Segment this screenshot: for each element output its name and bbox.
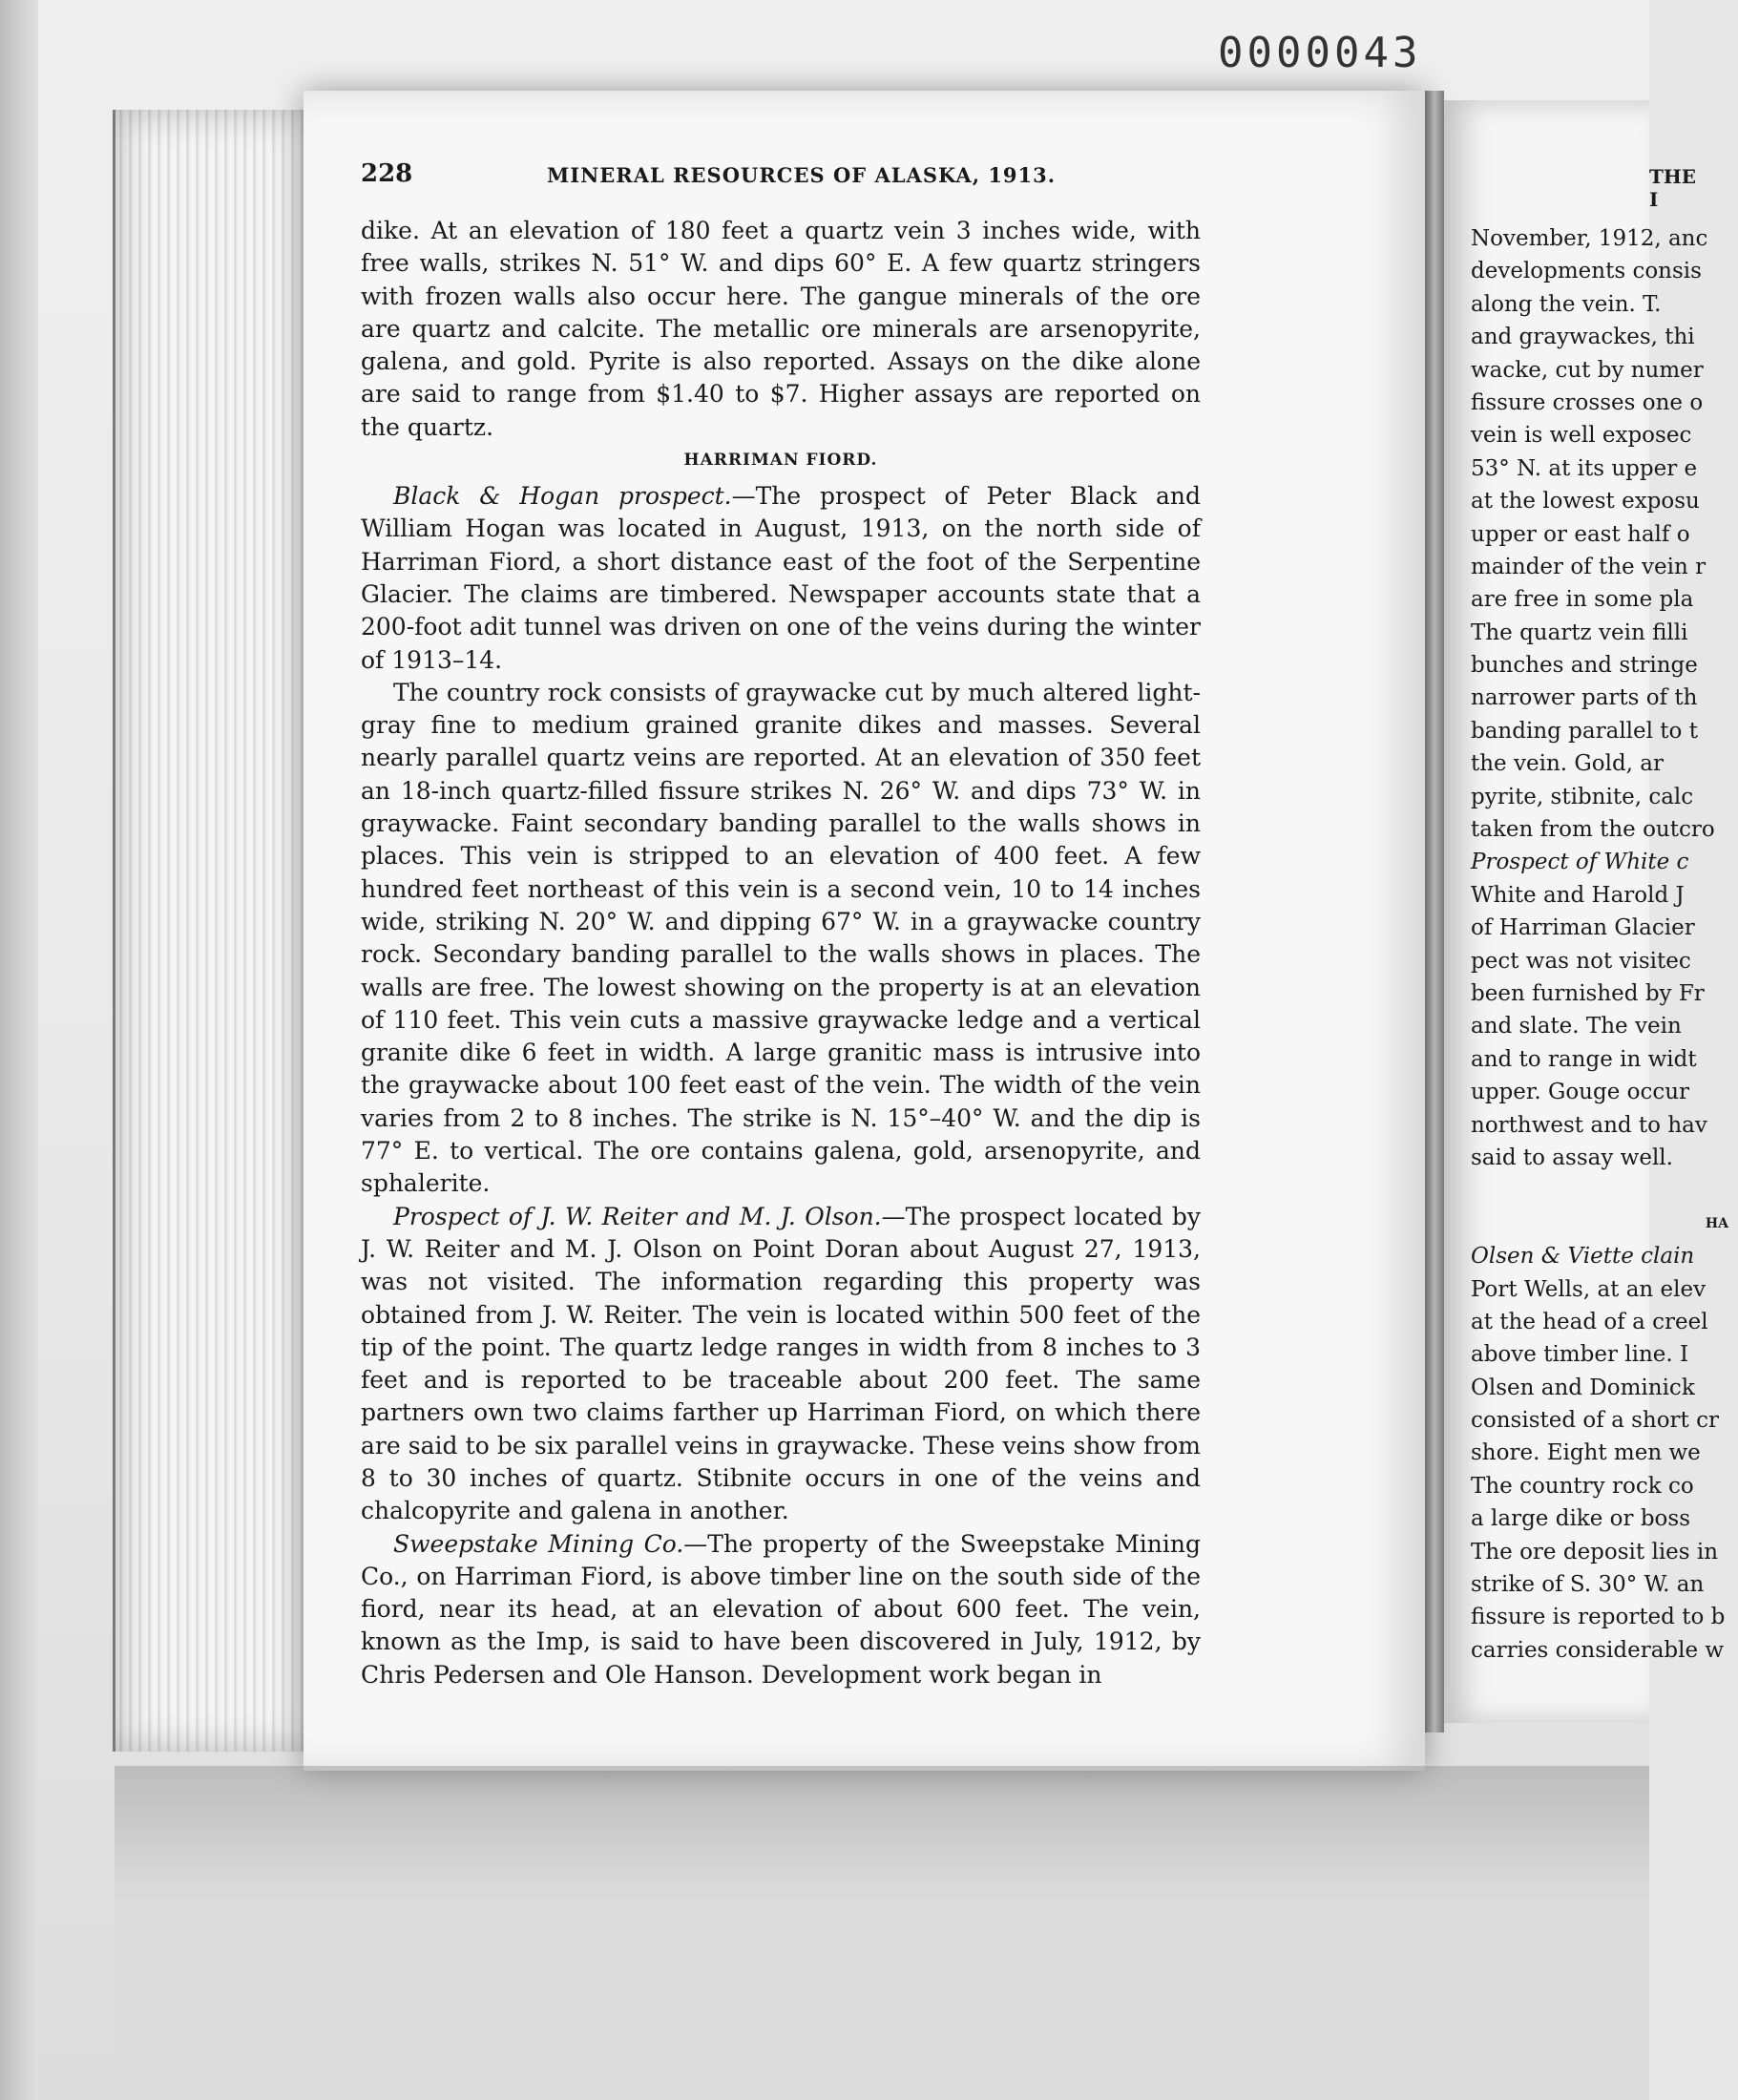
right-page-line: pyrite, stibnite, calc [1471,784,1694,809]
right-page-line: November, 1912, anc [1471,226,1708,251]
right-page-line: 53° N. at its upper e [1471,455,1698,481]
paragraph-text: —The property of the Sweepstake Mining Co., on Harriman Fiord, is above timber line on the south side of the fiord, near its head, at an elevation of about 600 feet. The vein, known as the Imp, is said to have been discovered in July, 1912, by Chris Pedersen and Ole Hanson. Development work began in [361,1529,1201,1689]
right-page-line: pect was not visitec [1471,948,1691,974]
right-page-line: upper. Gouge occur [1471,1080,1690,1105]
right-page-line: said to assay well. [1471,1144,1673,1170]
right-running-head: THE I [1649,165,1697,211]
right-page-line: and to range in widt [1471,1046,1697,1072]
right-page-line: shore. Eight men we [1471,1440,1701,1466]
book-gutter [1425,91,1444,1732]
right-page-line: Olsen & Viette clain [1471,1244,1695,1270]
right-page-line: of Harriman Glacier [1471,915,1695,941]
running-head: MINERAL RESOURCES OF ALASKA, 1913. [547,163,1057,187]
right-page-line: mainder of the vein r [1471,554,1707,579]
right-page-line: at the head of a creel [1471,1309,1708,1334]
paragraph-title: Prospect of J. W. Reiter and M. J. Olson. [393,1202,882,1230]
right-page-line: banding parallel to t [1471,718,1698,744]
right-page-line: and graywackes, thi [1471,325,1695,350]
right-page-line: carries considerable w [1471,1637,1725,1663]
right-page-line: along the vein. T. [1471,291,1662,317]
continued-paragraph: dike. At an elevation of 180 feet a quartz vein 3 inches wide, with free walls, strikes N. 51° W. and dips 60° E. A few quartz stringers with frozen walls also occur here. The gangue minerals of the ore are quartz and calcite. The metallic ore minerals are arsenopyrite, galena, and gold. Pyrite is also reported. Assays on the dike alone are said to range from $1.40 to $7. Higher assays are reported on the quartz. [361,217,1201,441]
paragraph-text: —The prospect located by J. W. Reiter and M. J. Olson on Point Doran about August 27, 1913, was not visited. The information regarding this property was obtained from J. W. Reiter. The vein is located within 500 feet of the tip of the point. The quartz ledge ranges in width from 8 inches to 3 feet and is reported to be traceable about 200 feet. The same partners own two claims farther up Harriman Fiord, on which there are said to be six parallel veins in graywacke. These veins show from 8 to 30 inches of quartz. Stibnite occurs in one of the veins and chalcopyrite and galena in another. [361,1202,1201,1525]
right-page-line: fissure is reported to b [1471,1605,1726,1630]
bottom-shadow [115,1766,1649,2100]
right-page-line: The ore deposit lies in [1471,1539,1719,1564]
paragraph-country-rock [361,677,1201,1201]
page-header [361,159,1411,194]
paragraph-black-hogan [361,480,1201,677]
paragraph-text: The country rock consists of graywacke cut by much altered light-gray fine to medium grained granite dikes and masses. Several nearly parallel quartz veins are reported. At an elevation of 350 feet an 18-inch quartz-filled fissure strikes N. 26° W. and dips 73° W. in graywacke. Faint secondary banding parallel to the walls shows in places. This vein is stripped to an elevation of 400 feet. A few hundred feet northeast of this vein is a second vein, 10 to 14 inches wide, striking N. 20° W. and dipping 67° W. in a graywacke country rock. Secondary banding parallel to the walls shows in places. The walls are free. The lowest showing on the property is at an elevation of 110 feet. This vein cuts a massive graywacke ledge and a vertical granite dike 6 feet in width. A large granitic mass is intrusive into the graywacke about 100 feet east of the vein. The width of the vein varies from 2 to 8 inches. The strike is N. 15°–40° W. and the dip is 77° E. to vertical. The ore contains galena, gold, arsenopyrite, and sphalerite. [361,678,1201,1198]
right-page-line: White and Harold J [1471,882,1685,908]
right-page-line: a large dike or boss [1471,1506,1690,1532]
right-page-line: at the lowest exposu [1471,489,1700,514]
right-page-line: Port Wells, at an elev [1471,1276,1707,1302]
right-page-line: vein is well exposec [1471,423,1692,449]
right-page-line: taken from the outcro [1471,817,1715,843]
paragraph-text: —The prospect of Peter Black and William Hogan was located in August, 1913, on the north side of Harriman Fiord, a short distance east of the foot of the Serpentine Glacier. The claims are timbered. Newspaper accounts state that a 200-foot adit tunnel was driven on one of the veins during the winter of 1913–14. [361,482,1201,674]
right-page-line: been furnished by Fr [1471,980,1705,1006]
right-page-line: strike of S. 30° W. an [1471,1572,1705,1598]
right-page-line: fissure crosses one o [1471,389,1704,415]
page-edges [113,110,316,1752]
right-page-line: Olsen and Dominick [1471,1375,1695,1400]
right-page-line: and slate. The vein [1471,1014,1682,1040]
right-page-line: upper or east half o [1471,521,1690,547]
right-page-line: the vein. Gold, ar [1471,751,1665,777]
right-page-line: consisted of a short cr [1471,1408,1719,1434]
right-page-line: narrower parts of th [1471,685,1698,711]
scan-edge-shadow [0,0,38,2100]
right-page-line: The quartz vein filli [1471,620,1688,645]
page-number: 228 [361,159,413,188]
section-heading: HARRIMAN FIORD. [683,451,878,471]
right-page-line: HA [1705,1215,1728,1231]
right-page-line: northwest and to hav [1471,1112,1707,1138]
paragraph-reiter-olson [361,1201,1201,1528]
right-page-line: developments consis [1471,259,1702,284]
right-page-line: Prospect of White c [1471,850,1689,875]
paragraph-title: Sweepstake Mining Co. [393,1529,684,1558]
open-book [113,91,1728,1771]
paragraph-sweepstake [361,1528,1201,1691]
right-page-line [1471,1174,1738,1207]
right-page-line: wacke, cut by numer [1471,357,1704,383]
right-page-line: The country rock co [1471,1473,1694,1499]
right-page-text [1471,222,1738,1667]
right-page-line: are free in some pla [1471,587,1694,613]
body-text [361,215,1201,1691]
paragraph-title: Black & Hogan prospect. [393,482,732,511]
right-page-line: above timber line. I [1471,1342,1689,1368]
document-id-stamp: 0000043 [1218,29,1422,77]
right-page [1444,100,1728,1723]
right-page-line: bunches and stringe [1471,653,1698,679]
left-page [304,91,1425,1771]
